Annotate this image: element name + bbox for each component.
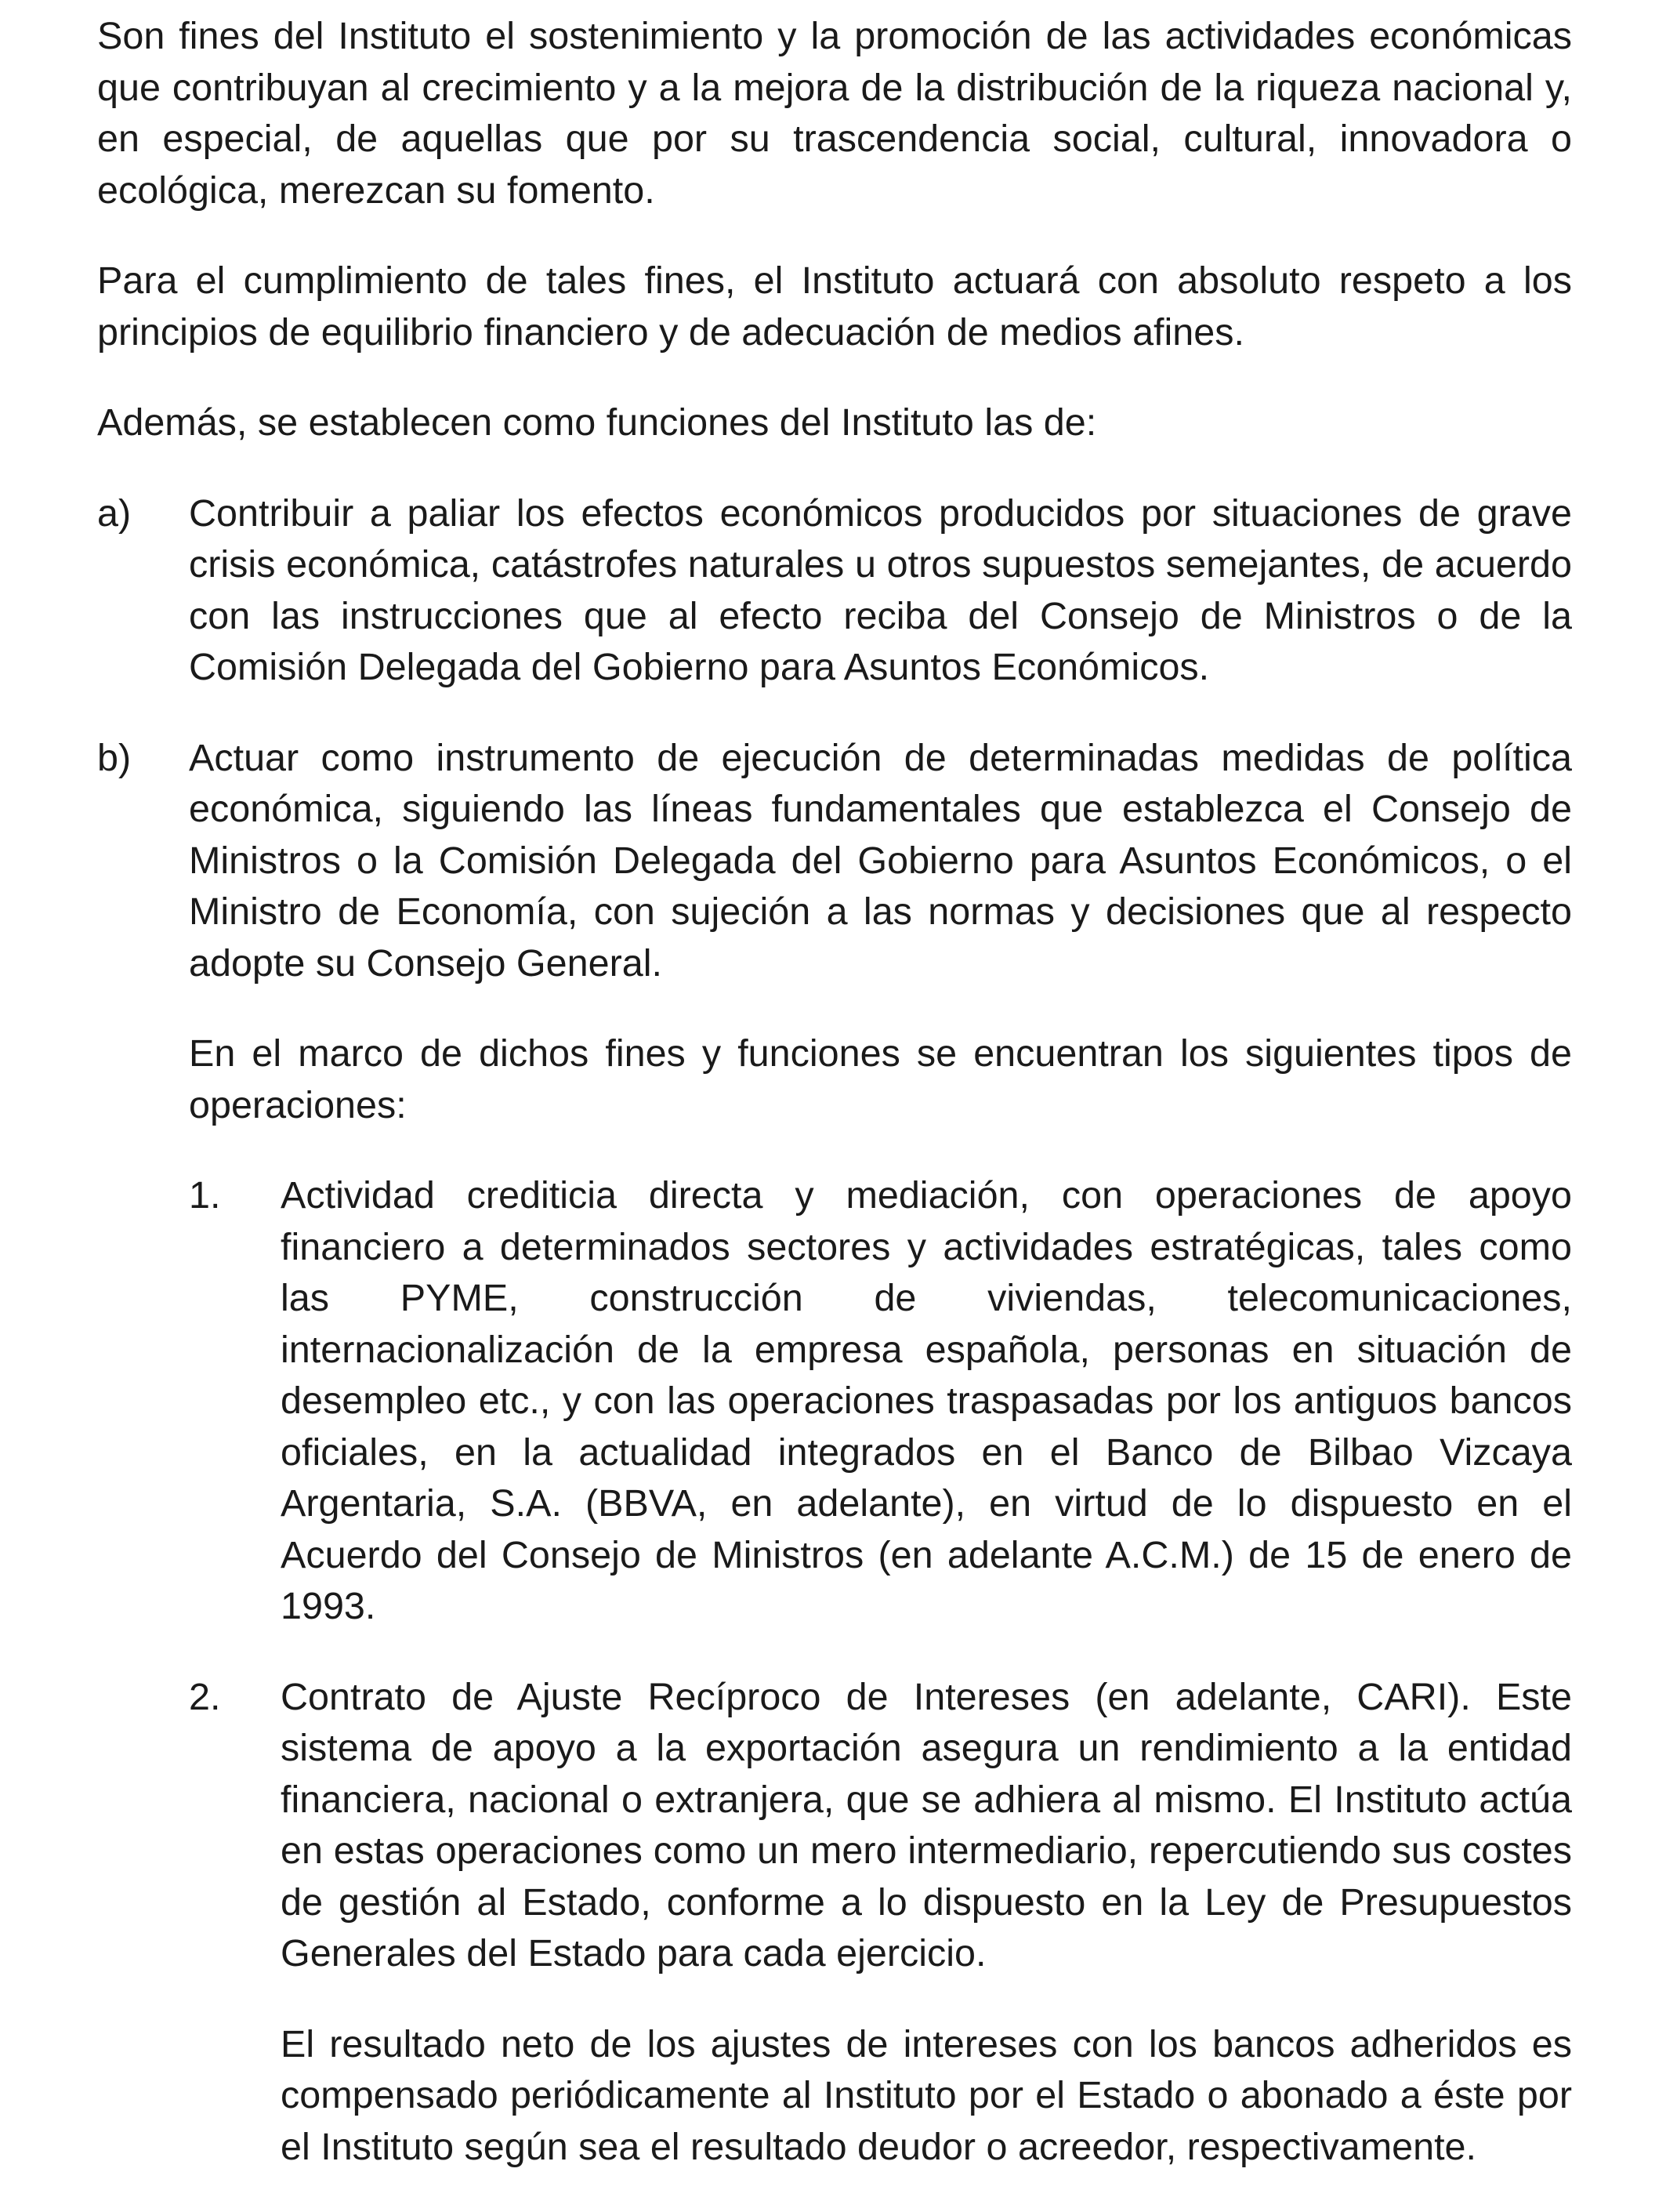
operation-text: Contrato de Ajuste Recíproco de Intereses (en adelante, CARI). Este sistema de apoyo a la exportación asegura un rendimiento a la entidad financiera, nacional o extranjera, que se adhiera al mismo. El Instituto actúa en estas operaciones como un mero intermediario, repercutiendo sus costes de gestión al Estado, conforme a lo dispuesto en la Ley de Presupuestos Generales del Estado para cada ejercicio.: [281, 1675, 1572, 1974]
operation-followup: El resultado neto de los ajustes de intereses con los bancos adheridos es compensado periódicamente al Instituto por el Estado o abonado a éste por el Instituto según sea el resultado deudor o acreedor, respectivamente.: [281, 2022, 1572, 2168]
paragraph-fines: Son fines del Instituto el sostenimiento y la promoción de las actividades económicas que contribuyan al crecimiento y a la mejora de la distribución de la riqueza nacional y, en especial, de aquellas que por su trascendencia social, cultural, innovadora o ecológica, merezcan su fomento.: [97, 15, 1572, 212]
operation-item-2: [189, 1672, 1572, 2174]
document-page: [97, 11, 1572, 2212]
function-body: [189, 488, 1572, 694]
function-body: [189, 733, 1572, 2174]
operation-body: [281, 1170, 1572, 1633]
paragraph-funciones-intro: Además, se establecen como funciones del Instituto las de:: [97, 401, 1097, 444]
paragraph-cumplimiento: Para el cumplimiento de tales fines, el Instituto actuará con absoluto respeto a los principios de equilibrio financiero y de adecuación de medios afines.: [97, 259, 1572, 354]
list-marker: 2.: [189, 1675, 221, 1718]
list-marker: b): [97, 736, 132, 779]
function-text: Actuar como instrumento de ejecución de determinadas medidas de política económica, siguiendo las líneas fundamentales que establezca el Consejo de Ministros o la Comisión Delegada del Gobierno para Asuntos Económicos, o el Ministro de Economía, con sujeción a las normas y decisiones que al respecto adopte su Consejo General.: [189, 736, 1572, 985]
operation-body: [281, 1672, 1572, 2174]
function-item-b: [97, 733, 1572, 2174]
list-marker: a): [97, 491, 132, 535]
list-marker: 1.: [189, 1174, 221, 1217]
function-item-a: [97, 488, 1572, 694]
operation-item-1: [189, 1170, 1572, 1633]
function-text: Contribuir a paliar los efectos económicos producidos por situaciones de grave crisis económica, catástrofes naturales u otros supuestos semejantes, de acuerdo con las instrucciones que al efecto reciba del Consejo de Ministros o de la Comisión Delegada del Gobierno para Asuntos Económicos.: [189, 491, 1572, 688]
operation-text: Actividad crediticia directa y mediación, con operaciones de apoyo financiero a determinados sectores y actividades estratégicas, tales como las PYME, construcción de viviendas, telecomunicaciones, internacionalización de la empresa española, personas en situación de desempleo etc., y con las operaciones traspasadas por los antiguos bancos oficiales, en la actualidad integrados en el Banco de Bilbao Vizcaya Argentaria, S.A. (BBVA, en adelante), en virtud de lo dispuesto en el Acuerdo del Consejo de Ministros (en adelante A.C.M.) de 15 de enero de 1993.: [281, 1174, 1572, 1627]
operations-intro: En el marco de dichos fines y funciones se encuentran los siguientes tipos de operaciones:: [189, 1032, 1572, 1126]
